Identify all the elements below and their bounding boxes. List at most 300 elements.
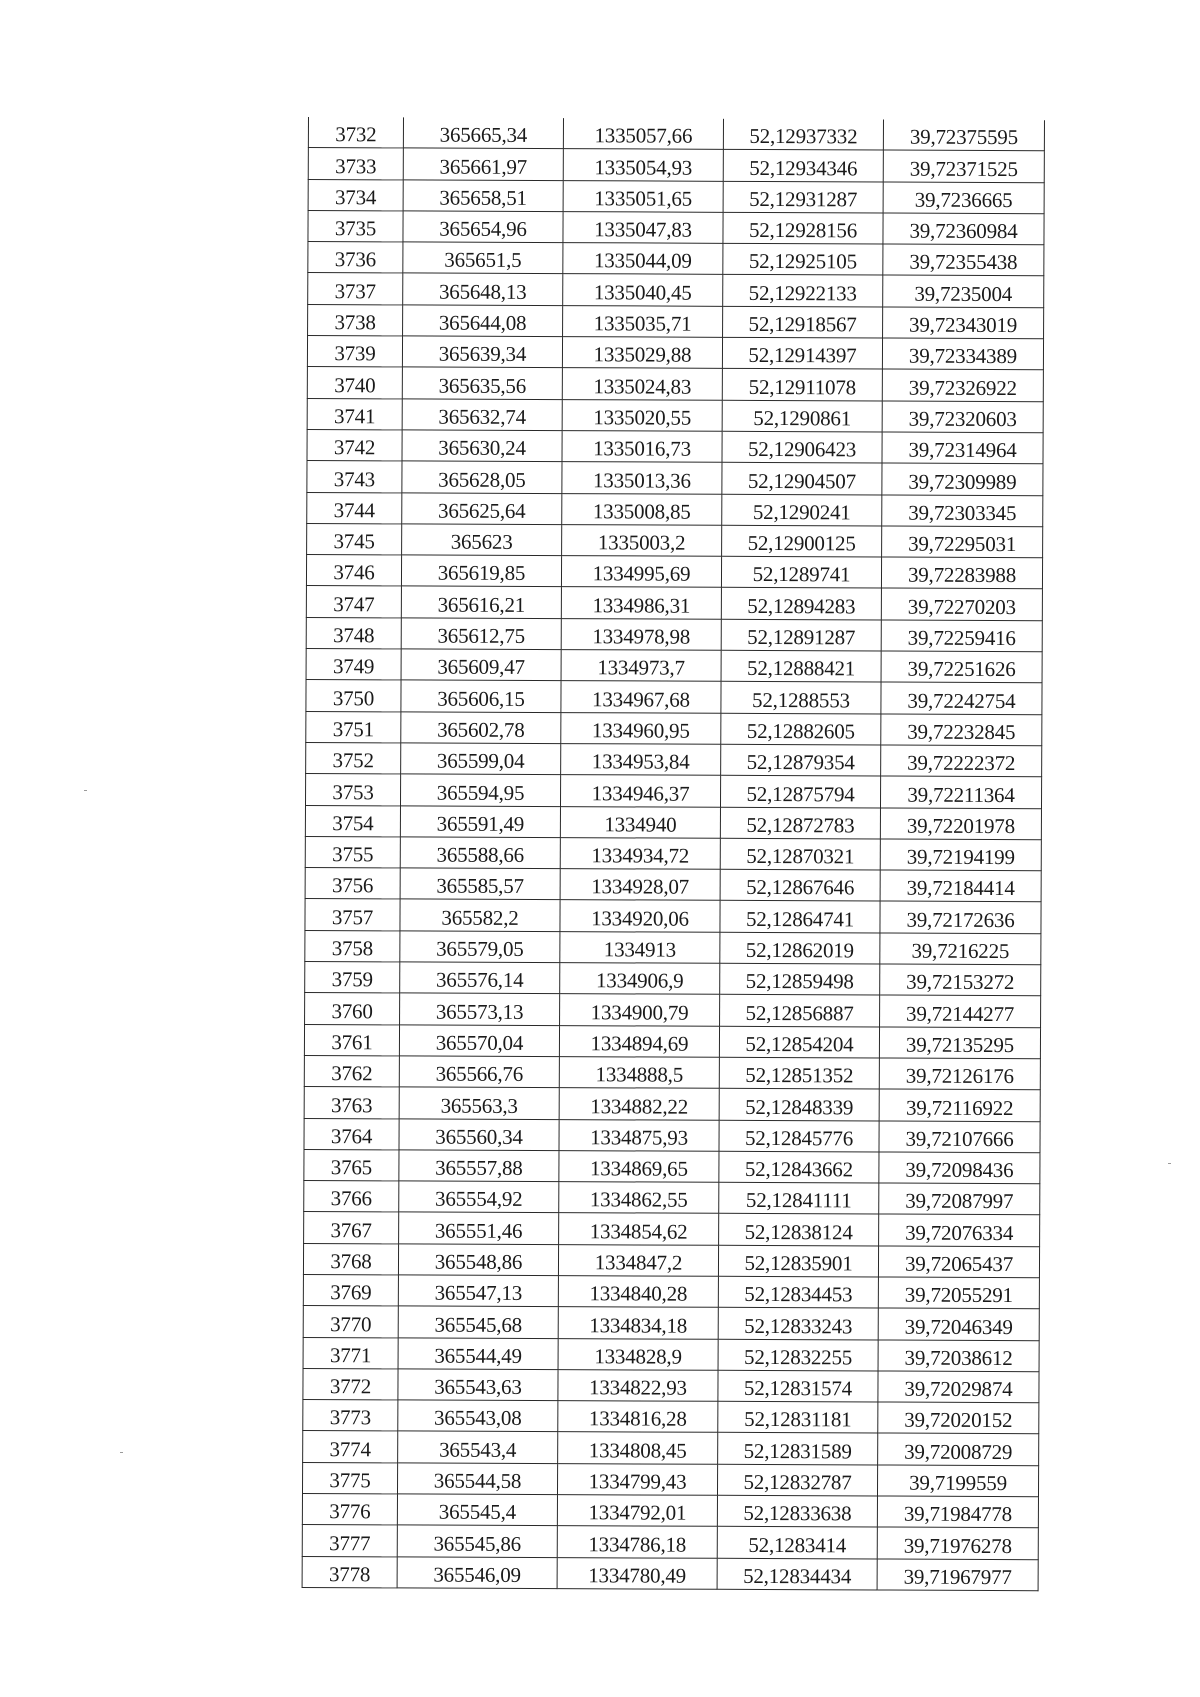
longitude-cell	[878, 1340, 1039, 1372]
point-number-cell	[305, 805, 400, 837]
point-number-cell	[307, 336, 402, 368]
y-coordinate-cell	[557, 1557, 717, 1589]
y-coordinate-cell	[563, 305, 723, 337]
latitude-cell	[720, 869, 880, 901]
cell-value: 39,72087997	[905, 1189, 1014, 1214]
x-coordinate-cell	[402, 492, 562, 524]
table-row	[308, 210, 1044, 245]
longitude-cell	[882, 369, 1043, 401]
cell-value: 365602,78	[437, 717, 525, 742]
cell-value: 1334882,22	[590, 1093, 689, 1119]
table-row	[308, 117, 1044, 151]
cell-value: 52,1290241	[752, 499, 851, 525]
cell-value: 52,12928156	[748, 218, 858, 243]
latitude-cell	[721, 713, 881, 745]
cell-value: 3739	[334, 341, 376, 366]
y-coordinate-cell	[559, 1119, 719, 1151]
table-row	[304, 1149, 1040, 1184]
point-number-cell	[302, 1462, 397, 1494]
y-coordinate-cell	[559, 1088, 719, 1120]
cell-value: 39,72126176	[905, 1063, 1014, 1089]
cell-value: 365654,96	[439, 216, 527, 242]
point-number-cell	[302, 1525, 397, 1557]
cell-value: 1334920,06	[591, 905, 689, 931]
latitude-cell	[719, 1182, 879, 1214]
cell-value: 3751	[332, 717, 374, 742]
latitude-cell	[717, 1527, 877, 1559]
x-coordinate-cell	[402, 336, 562, 368]
cell-value: 365644,08	[438, 310, 527, 336]
cell-value: 52,1283414	[748, 1532, 847, 1558]
cell-value: 52,12875794	[746, 781, 855, 806]
cell-value: 365544,58	[433, 1468, 522, 1494]
y-coordinate-cell	[560, 806, 720, 838]
latitude-cell	[720, 838, 880, 870]
longitude-cell	[877, 1559, 1038, 1591]
cell-value: 365543,63	[434, 1374, 522, 1400]
point-number-cell	[305, 868, 400, 900]
longitude-cell	[880, 995, 1041, 1027]
cell-value: 3772	[329, 1374, 372, 1399]
longitude-cell	[880, 901, 1041, 933]
cell-value: 3753	[332, 779, 374, 804]
y-coordinate-cell	[559, 1150, 719, 1182]
longitude-cell	[877, 1527, 1038, 1559]
y-coordinate-cell	[558, 1432, 718, 1464]
longitude-cell	[883, 213, 1044, 245]
cell-value: 1334840,28	[589, 1281, 688, 1306]
cell-value: 3745	[333, 529, 375, 554]
cell-value: 1335003,2	[597, 530, 686, 555]
table-row	[305, 774, 1041, 809]
cell-value: 1334928,07	[591, 874, 690, 900]
longitude-cell	[878, 1433, 1039, 1465]
point-number-cell	[306, 555, 401, 587]
point-number-cell	[306, 680, 401, 712]
cell-value: 39,72270203	[907, 594, 1016, 619]
cell-value: 1334934,72	[591, 843, 690, 868]
cell-value: 3774	[329, 1436, 371, 1462]
longitude-cell	[881, 557, 1042, 589]
table-row	[307, 492, 1043, 527]
cell-value: 365588,66	[436, 842, 525, 868]
latitude-cell	[722, 525, 882, 557]
latitude-cell	[721, 619, 881, 651]
cell-value: 52,12911078	[748, 374, 857, 400]
table-row	[307, 523, 1043, 558]
latitude-cell	[719, 1120, 879, 1152]
table-row	[303, 1400, 1039, 1435]
point-number-cell	[303, 1368, 398, 1400]
longitude-cell	[880, 839, 1041, 871]
longitude-cell	[878, 1246, 1039, 1278]
point-number-cell	[304, 1149, 399, 1181]
cell-value: 39,7216225	[911, 938, 1010, 964]
latitude-cell	[723, 181, 883, 213]
cell-value: 52,12835901	[744, 1250, 853, 1276]
cell-value: 365585,57	[436, 873, 524, 899]
y-coordinate-cell	[560, 869, 720, 901]
x-coordinate-cell	[403, 117, 563, 148]
y-coordinate-cell	[557, 1463, 717, 1495]
x-coordinate-cell	[397, 1525, 557, 1557]
y-coordinate-cell	[559, 1182, 719, 1214]
cell-value: 39,72020152	[904, 1408, 1013, 1433]
cell-value: 1334780,49	[588, 1563, 687, 1588]
y-coordinate-cell	[557, 1495, 717, 1527]
cell-value: 1334786,18	[588, 1531, 687, 1557]
cell-value: 52,12845776	[744, 1125, 854, 1151]
point-number-cell	[304, 1212, 399, 1244]
cell-value: 39,7235004	[914, 281, 1013, 306]
point-number-cell	[308, 210, 403, 242]
table-row	[307, 367, 1043, 402]
longitude-cell	[880, 964, 1041, 996]
point-number-cell	[308, 242, 403, 274]
point-number-cell	[305, 899, 400, 931]
x-coordinate-cell	[400, 805, 560, 837]
x-coordinate-cell	[401, 649, 561, 681]
cell-value: 1335040,45	[593, 280, 692, 305]
y-coordinate-cell	[559, 1213, 719, 1245]
cell-value: 39,72029874	[904, 1376, 1013, 1402]
table-row	[302, 1462, 1038, 1497]
table-row	[306, 711, 1042, 746]
latitude-cell	[717, 1495, 877, 1527]
cell-value: 52,12906423	[747, 437, 857, 462]
cell-value: 39,72259416	[907, 625, 1016, 651]
y-coordinate-cell	[562, 462, 722, 494]
point-number-cell	[303, 1306, 398, 1338]
cell-value: 3765	[330, 1155, 373, 1180]
latitude-cell	[722, 431, 882, 463]
cell-value: 3762	[331, 1061, 373, 1086]
cell-value: 3748	[333, 623, 375, 648]
cell-value: 52,12872783	[746, 812, 855, 838]
y-coordinate-cell	[560, 775, 720, 807]
cell-value: 39,72201978	[906, 813, 1015, 838]
cell-value: 52,12843662	[744, 1157, 853, 1182]
x-coordinate-cell	[402, 399, 562, 431]
y-coordinate-cell	[561, 650, 721, 682]
x-coordinate-cell	[399, 1056, 559, 1088]
cell-value: 365591,49	[436, 811, 525, 836]
table-row	[303, 1274, 1039, 1309]
cell-value: 365543,4	[439, 1437, 517, 1462]
latitude-cell	[718, 1401, 878, 1433]
y-coordinate-cell	[563, 243, 723, 275]
y-coordinate-cell	[562, 493, 722, 525]
latitude-cell	[722, 400, 882, 432]
x-coordinate-cell	[400, 931, 560, 963]
cell-value: 52,12832255	[744, 1344, 853, 1370]
cell-value: 1335016,73	[593, 436, 691, 461]
latitude-cell	[723, 212, 883, 244]
cell-value: 1335008,85	[592, 499, 691, 524]
x-coordinate-cell	[401, 618, 561, 650]
y-coordinate-cell	[562, 524, 722, 556]
cell-value: 365546,09	[433, 1562, 521, 1587]
x-coordinate-cell	[397, 1557, 557, 1589]
cell-value: 52,12904507	[747, 468, 857, 493]
x-coordinate-cell	[398, 1306, 558, 1338]
cell-value: 1334900,79	[590, 999, 689, 1025]
y-coordinate-cell	[563, 274, 723, 306]
cell-value: 39,72320603	[908, 406, 1017, 432]
cell-value: 1334847,2	[594, 1250, 683, 1275]
y-coordinate-cell	[558, 1244, 718, 1276]
x-coordinate-cell	[402, 524, 562, 556]
cell-value: 365579,05	[436, 936, 524, 961]
latitude-cell	[720, 963, 880, 995]
table-row	[303, 1243, 1039, 1278]
longitude-cell	[883, 182, 1044, 214]
longitude-cell	[877, 1496, 1038, 1528]
cell-value: 52,12838124	[744, 1219, 853, 1245]
cell-value: 52,12918567	[748, 312, 857, 337]
x-coordinate-cell	[398, 1337, 558, 1369]
table-row	[305, 836, 1041, 871]
latitude-cell	[718, 1308, 878, 1340]
cell-value: 1334808,45	[588, 1438, 687, 1463]
longitude-cell	[879, 1027, 1040, 1059]
cell-value: 52,12859498	[745, 969, 854, 994]
cell-value: 3733	[335, 153, 377, 178]
cell-value: 52,12833243	[744, 1313, 853, 1338]
cell-value: 365544,49	[434, 1343, 522, 1368]
y-coordinate-cell	[563, 212, 723, 244]
x-coordinate-cell	[403, 180, 563, 212]
cell-value: 365632,74	[438, 404, 526, 429]
x-coordinate-cell	[398, 1369, 558, 1401]
cell-value: 365630,24	[438, 435, 526, 461]
longitude-cell	[881, 651, 1042, 683]
cell-value: 365557,88	[435, 1155, 523, 1181]
cell-value: 3755	[332, 842, 374, 867]
point-number-cell	[308, 179, 403, 211]
cell-value: 3743	[333, 466, 376, 491]
latitude-cell	[720, 932, 880, 964]
longitude-cell	[880, 933, 1041, 965]
cell-value: 52,12834434	[743, 1563, 852, 1589]
table-row	[302, 1556, 1038, 1591]
table-row	[308, 273, 1044, 308]
cell-value: 1334906,9	[595, 968, 684, 993]
x-coordinate-cell	[400, 899, 560, 931]
cell-value: 3771	[329, 1342, 372, 1368]
table-row	[303, 1306, 1039, 1341]
latitude-cell	[718, 1370, 878, 1402]
table-row	[308, 148, 1044, 183]
point-number-cell	[308, 148, 403, 180]
cell-value: 52,12937332	[749, 124, 858, 149]
cell-value: 1334816,28	[588, 1406, 687, 1432]
cell-value: 365576,14	[435, 967, 524, 993]
point-number-cell	[303, 1431, 398, 1463]
x-coordinate-cell	[398, 1400, 558, 1432]
cell-value: 365651,5	[444, 248, 522, 273]
cell-value: 1334862,55	[589, 1187, 688, 1213]
x-coordinate-cell	[400, 993, 560, 1025]
cell-value: 365609,47	[437, 654, 525, 680]
cell-value: 52,12922133	[748, 280, 857, 306]
cell-value: 3736	[334, 247, 377, 272]
table-row	[304, 1087, 1040, 1122]
point-number-cell	[308, 304, 403, 336]
latitude-cell	[719, 1151, 879, 1183]
cell-value: 52,12882605	[746, 718, 855, 744]
cell-value: 39,72098436	[905, 1157, 1014, 1183]
cell-value: 3773	[329, 1405, 371, 1430]
y-coordinate-cell	[560, 963, 720, 995]
longitude-cell	[878, 1277, 1039, 1309]
cell-value: 3769	[330, 1280, 372, 1305]
cell-value: 39,72232845	[907, 719, 1016, 745]
cell-value: 39,72326922	[908, 375, 1017, 400]
cell-value: 52,12856887	[745, 1000, 854, 1025]
cell-value: 39,72309989	[908, 469, 1017, 494]
latitude-cell	[721, 556, 881, 588]
longitude-cell	[881, 745, 1042, 777]
longitude-cell	[880, 776, 1041, 808]
cell-value: 365665,34	[439, 122, 528, 148]
cell-value: 52,1288553	[752, 687, 850, 713]
cell-value: 39,72375595	[909, 124, 1019, 150]
cell-value: 1335057,66	[594, 123, 693, 148]
table-row	[307, 461, 1043, 496]
table-row	[304, 1024, 1040, 1059]
x-coordinate-cell	[403, 242, 563, 274]
cell-value: 365554,92	[434, 1186, 523, 1212]
y-coordinate-cell	[560, 931, 720, 963]
longitude-cell	[879, 1152, 1040, 1184]
cell-value: 39,72295031	[908, 531, 1017, 557]
cell-value: 3740	[334, 372, 376, 397]
point-number-cell	[307, 461, 402, 493]
cell-value: 52,12870321	[746, 844, 855, 869]
cell-value: 1335047,83	[594, 217, 692, 242]
latitude-cell	[718, 1339, 878, 1371]
cell-value: 365545,86	[433, 1531, 522, 1556]
x-coordinate-cell	[400, 774, 560, 806]
point-number-cell	[307, 523, 402, 555]
cell-value: 39,72184414	[906, 876, 1015, 901]
point-number-cell	[304, 1087, 399, 1119]
scan-speck	[1168, 1163, 1171, 1164]
longitude-cell	[877, 1465, 1038, 1497]
x-coordinate-cell	[398, 1244, 558, 1276]
cell-value: 3776	[329, 1499, 371, 1524]
x-coordinate-cell	[403, 211, 563, 243]
y-coordinate-cell	[561, 556, 721, 588]
cell-value: 365594,95	[436, 780, 525, 805]
x-coordinate-cell	[397, 1463, 557, 1495]
longitude-cell	[883, 307, 1044, 339]
latitude-cell	[723, 275, 883, 307]
x-coordinate-cell	[399, 1150, 559, 1182]
cell-value: 52,12931287	[749, 186, 858, 212]
cell-value: 1334986,31	[592, 592, 691, 618]
cell-value: 39,72334389	[908, 343, 1018, 369]
cell-value: 39,72251626	[907, 656, 1016, 682]
cell-value: 52,12914397	[748, 343, 857, 368]
y-coordinate-cell	[560, 900, 720, 932]
table-row	[305, 993, 1041, 1028]
cell-value: 1334967,68	[592, 686, 690, 712]
y-coordinate-cell	[561, 744, 721, 776]
x-coordinate-cell	[399, 1181, 559, 1213]
cell-value: 1334834,18	[589, 1312, 688, 1338]
coordinates-table-body	[302, 117, 1044, 1591]
cell-value: 3747	[333, 591, 375, 617]
longitude-cell	[883, 275, 1044, 307]
longitude-cell	[881, 620, 1042, 652]
cell-value: 365566,76	[435, 1061, 524, 1087]
latitude-cell	[720, 807, 880, 839]
cell-value: 365628,05	[438, 467, 526, 492]
table-row	[308, 179, 1044, 214]
cell-value: 3742	[333, 435, 376, 460]
cell-value: 3734	[334, 185, 377, 210]
cell-value: 1334940	[604, 812, 677, 837]
scan-speck	[120, 1452, 123, 1453]
cell-value: 365545,68	[434, 1312, 523, 1337]
cell-value: 39,72076334	[905, 1220, 1014, 1245]
point-number-cell	[302, 1556, 397, 1588]
cell-value: 39,72371525	[909, 156, 1018, 181]
point-number-cell	[302, 1494, 397, 1526]
y-coordinate-cell	[562, 431, 722, 463]
cell-value: 365547,13	[434, 1280, 523, 1306]
longitude-cell	[879, 1058, 1040, 1090]
cell-value: 1334953,84	[591, 749, 690, 774]
x-coordinate-cell	[399, 1118, 559, 1150]
table-row	[304, 1212, 1040, 1247]
cell-value: 365551,46	[434, 1218, 523, 1243]
cell-value: 3758	[331, 936, 374, 961]
cell-value: 39,72211364	[907, 782, 1015, 807]
cell-value: 39,72055291	[904, 1282, 1013, 1308]
x-coordinate-cell	[402, 461, 562, 493]
point-number-cell	[307, 398, 402, 430]
latitude-cell	[723, 119, 883, 150]
table-row	[305, 930, 1041, 965]
cell-value: 39,72172636	[906, 907, 1015, 932]
point-number-cell	[304, 1055, 399, 1087]
cell-value: 1334913	[603, 937, 676, 962]
cell-value: 3759	[331, 967, 373, 992]
cell-value: 39,72360984	[909, 218, 1018, 244]
cell-value: 39,72046349	[904, 1314, 1013, 1339]
x-coordinate-cell	[398, 1431, 558, 1463]
table-row	[307, 398, 1043, 433]
cell-value: 365599,04	[436, 748, 525, 774]
longitude-cell	[879, 1214, 1040, 1246]
cell-value: 52,12831574	[743, 1376, 853, 1401]
x-coordinate-cell	[403, 148, 563, 180]
x-coordinate-cell	[399, 1025, 559, 1057]
latitude-cell	[718, 1276, 878, 1308]
latitude-cell	[721, 744, 881, 776]
y-coordinate-cell	[561, 712, 721, 744]
x-coordinate-cell	[401, 555, 561, 587]
latitude-cell	[722, 463, 882, 495]
x-coordinate-cell	[403, 273, 563, 305]
y-coordinate-cell	[559, 1057, 719, 1089]
table-row	[306, 617, 1042, 652]
cell-value: 52,12900125	[747, 531, 856, 556]
cell-value: 39,7236665	[914, 187, 1013, 212]
